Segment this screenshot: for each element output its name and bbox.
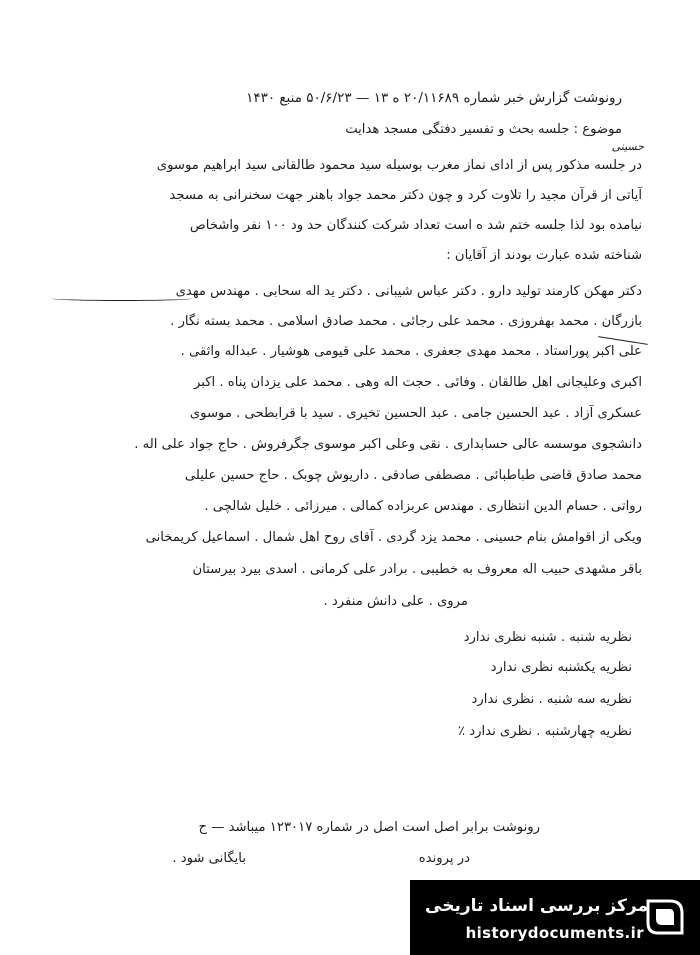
body-line: رواتی . حسام الدین انتظاری . مهندس عربزاده کمالی . میرزائی . خلیل شالچی . xyxy=(204,499,642,514)
body-line: ویکی از اقوامش بنام حسینی . محمد یزد گردی . آقای روح اهل شمال . اسماعیل کریمخانی xyxy=(145,530,642,545)
body-line: اکبری وعلیجانی اهل طالقان . وفائی . حجت اله وهی . محمد علی یزدان پناه . اکبر xyxy=(194,375,642,390)
body-line: عسکری آزاد . عبد الحسین جامی . عبد الحسین تخیری . سید با قرابطحی . موسوی xyxy=(189,406,642,421)
body-line: بازرگان . محمد بهفروزی . محمد علی رجائی . محمد صادق اسلامی . محمد بسته نگار . xyxy=(170,314,642,329)
watermark-url: historydocuments.ir xyxy=(465,924,644,942)
subject-line: موضوع : جلسه بحث و تفسیر دفتگی مسجد هدایت xyxy=(345,122,622,137)
body-line: در جلسه مذکور پس از ادای نماز مغرب بوسیله سید محمود طالقانی سید ابراهیم موسوی xyxy=(156,158,642,173)
body-line: شناخته شده عبارت بودند از آقایان : xyxy=(446,248,642,263)
body-line: مروی . علی دانش منفرد . xyxy=(323,594,468,609)
opinion-line: نظریه سه شنبه . نظری ندارد xyxy=(471,692,632,707)
body-line: علی اکبر پوراستاد . محمد مهدی جعفری . محمد علی قیومی هوشیار . عبداله واثقی . xyxy=(180,344,642,359)
opinion-line: نظریه شنبه . شنبه نظری ندارد xyxy=(463,630,632,645)
watermark-title: مرکز بررسی اسناد تاریخی xyxy=(425,896,648,916)
body-line: آیاتی از قرآن مجید را تلاوت کرد و چون دکتر محمد جواد باهنر جهت سخنرانی به مسجد xyxy=(169,188,642,203)
body-line: دانشجوی موسسه عالی حسابداری . نقی وعلی اکبر موسوی جگرفروش . حاج جواد علی اله . xyxy=(134,437,642,452)
body-line: نیامده بود لذا جلسه ختم شد ه است تعداد شرکت کنندگان حد ود ۱۰۰ نفر واشخاص xyxy=(189,218,642,233)
opinion-line: نظریه یکشنبه نظری ندارد xyxy=(490,660,632,675)
filing-left: بایگانی شود . xyxy=(172,851,246,866)
header-line: رونوشت گزارش خبر شماره ۲۰/۱۱۶۸۹ ه ۱۳ — ۵۰/۶/۲۳ منبع ۱۴۳۰ xyxy=(246,90,622,106)
opinion-line: نظریه چهارشنبه . نظری ندارد ٪ xyxy=(457,724,632,739)
body-line: محمد صادق قاضی طباطبائی . مصطفی صادقی . داریوش چوبک . حاج حسین علیلی xyxy=(184,468,642,483)
body-line: دکتر مهکن کارمند تولید دارو . دکتر عباس شیبانی . دکتر ید اله سحابی . مهندس مهدی xyxy=(175,284,642,299)
copy-note: رونوشت برابر اصل است اصل در شماره ۱۲۳۰۱۷ میباشد — ح xyxy=(198,820,540,835)
body-line: باقر مشهدی حبیب اله معروف به خطیبی . برادر علی کرمانی . اسدی بیرد بیرستان xyxy=(192,562,642,577)
pen-underline-mark xyxy=(52,296,192,301)
handwritten-note: حسینی xyxy=(611,140,644,153)
filing-right: در پرونده xyxy=(418,851,470,866)
